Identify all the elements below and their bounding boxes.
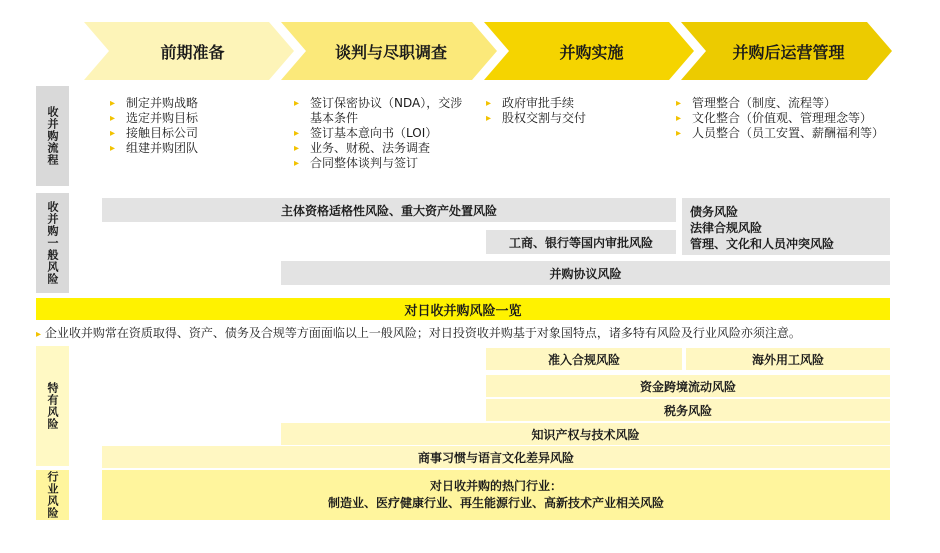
industry-title: 对日收并购的热门行业：	[429, 479, 562, 493]
risk-bar-tax: 税务风险	[486, 399, 890, 421]
risk-box-post-merger	[682, 198, 890, 255]
process-steps-prep	[110, 96, 280, 156]
risk-item: 管理、文化和人员冲突风险	[690, 237, 835, 251]
step-item: ▸ 签订基本意向书（LOI）	[294, 126, 464, 141]
risk-bar-capital-flow: 资金跨境流动风险	[486, 375, 890, 397]
risk-bar-access: 准入合规风险	[486, 348, 682, 370]
risk-bar-main: 主体资格适格性风险、重大资产处置风险	[102, 198, 676, 222]
risk-bar-culture: 商事习惯与语言文化差异风险	[102, 446, 890, 468]
step-item: ▸ 管理整合（制度、流程等）	[676, 96, 896, 111]
industry-risk-box	[102, 470, 890, 520]
phase-label-prep: 前期准备	[160, 42, 225, 62]
phase-label-negotiation: 谈判与尽职调查	[334, 42, 447, 62]
overview-title-banner: 对日收并购风险一览	[36, 298, 890, 320]
row-label-process: 收并购流程	[36, 86, 69, 186]
process-steps-negotiation	[294, 96, 464, 171]
risk-bar-approval: 工商、银行等国内审批风险	[486, 230, 676, 254]
industry-detail: 制造业、医疗健康行业、再生能源行业、高新技术产业相关风险	[327, 496, 664, 510]
step-item: ▸ 文化整合（价值观、管理理念等）	[676, 111, 896, 126]
bullet-icon: ▸	[36, 329, 42, 340]
risk-item: 债务风险	[690, 205, 739, 219]
step-item: ▸ 股权交割与交付	[486, 111, 656, 126]
step-item: ▸ 政府审批手续	[486, 96, 656, 111]
risk-bar-agreement: 并购协议风险	[281, 261, 890, 285]
risk-bar-overseas-labor: 海外用工风险	[686, 348, 890, 370]
step-item: ▸ 人员整合（员工安置、薪酬福利等）	[676, 126, 896, 141]
row-label-special: 特有风险	[36, 346, 69, 466]
step-item: ▸ 合同整体谈判与签订	[294, 156, 464, 171]
step-item: ▸ 组建并购团队	[110, 141, 280, 156]
row-label-industry: 行业风险	[36, 470, 69, 520]
process-steps-implementation	[486, 96, 656, 126]
step-item: ▸ 制定并购战略	[110, 96, 280, 111]
step-item: ▸ 业务、财税、法务调查	[294, 141, 464, 156]
note-line	[36, 323, 916, 343]
phase-label-post-merger: 并购后运营管理	[732, 42, 845, 62]
process-steps-post-merger	[676, 96, 896, 141]
risk-bar-ip: 知识产权与技术风险	[281, 423, 890, 445]
phase-label-implementation: 并购实施	[559, 42, 624, 62]
step-item: ▸ 接触目标公司	[110, 126, 280, 141]
risk-item: 法律合规风险	[690, 221, 763, 235]
row-label-general: 收并购一般风险	[36, 193, 69, 293]
step-item: ▸ 选定并购目标	[110, 111, 280, 126]
step-item: ▸ 签订保密协议（NDA），交涉基本条件	[294, 96, 464, 126]
note-text: 企业收并购常在资质取得、资产、债务及合规等方面面临以上一般风险；对日投资收并购基于对象国特点，诸多特有风险及行业风险亦须注意。	[44, 326, 801, 340]
